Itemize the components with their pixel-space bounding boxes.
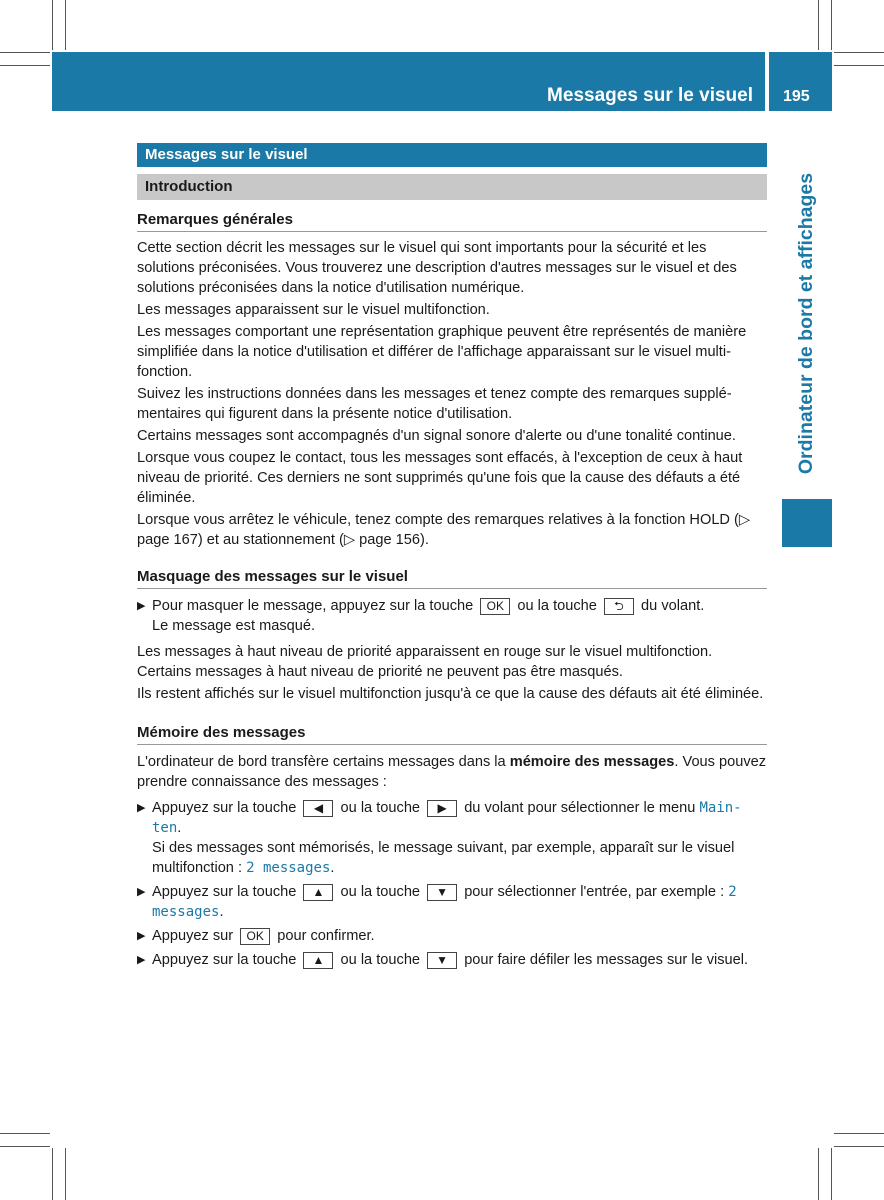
right-key-icon: ▶	[427, 800, 457, 817]
instruction-step: ▶ Appuyez sur OK pour confirmer.	[137, 928, 375, 944]
paragraph: Lorsque vous arrêtez le véhicule, tenez compte des remarques relatives à la fonction HOLD (▷ page 167) et au stationnement (▷ page 156).	[137, 512, 751, 548]
display-code: 2 messages	[246, 860, 331, 876]
section-title: Messages sur le visuel	[137, 143, 767, 167]
instruction-step: ▶ Appuyez sur la touche ▲ ou la touche ▼ pour faire défiler les messages sur le visuel.	[137, 952, 749, 968]
side-chapter-label: Ordinateur de bord et affichages	[795, 172, 818, 474]
section-subtitle: Introduction	[137, 174, 767, 200]
crop-mark	[0, 1146, 50, 1147]
paragraph: Les messages comportant une représentation graphique peuvent être représentés de manière simplifiée dans la notice d'utilisation et différer de l'affichage apparaissant sur le visuel multi-fonction.	[137, 324, 747, 380]
ok-key-icon: OK	[480, 598, 510, 615]
paragraph: L'ordinateur de bord transfère certains messages dans la mémoire des messages. Vous pouvez prendre connaissance des messages :	[137, 754, 767, 790]
crop-mark	[52, 1148, 53, 1200]
crop-mark	[65, 1148, 66, 1200]
header-bar	[52, 52, 765, 111]
paragraph: Les messages à haut niveau de priorité apparaissent en rouge sur le visuel multifonction. Certains messages à haut niveau de priorité ne peuvent pas être masqués.	[137, 644, 713, 680]
crop-mark	[834, 65, 884, 66]
paragraph: Ils restent affichés sur le visuel multifonction jusqu'à ce que la cause des défauts ait été éliminée.	[137, 686, 764, 702]
up-key-icon: ▲	[303, 952, 333, 969]
bullet-arrow-icon: ▶	[137, 954, 146, 966]
heading-masquage: Masquage des messages sur le visuel	[137, 568, 767, 589]
crop-mark	[0, 1133, 50, 1134]
crop-mark	[818, 1148, 819, 1200]
paragraph: Certains messages sont accompagnés d'un signal sonore d'alerte ou d'une tonalité continue.	[137, 428, 736, 444]
menu-code: Main-ten	[152, 800, 742, 836]
bullet-arrow-icon: ▶	[137, 886, 146, 898]
paragraph: Les messages apparaissent sur le visuel multifonction.	[137, 302, 490, 318]
heading-memoire: Mémoire des messages	[137, 724, 767, 745]
instruction-step: ▶ Pour masquer le message, appuyez sur la touche OK ou la touche ⮌ du volant. Le message est masqué.	[137, 598, 705, 634]
down-key-icon: ▼	[427, 952, 457, 969]
crop-mark	[0, 52, 50, 53]
crop-mark	[831, 1148, 832, 1200]
paragraph: Suivez les instructions données dans les messages et tenez compte des remarques supplé-mentaires qui figurent dans la présente notice d'utilisation.	[137, 386, 732, 422]
bullet-arrow-icon: ▶	[137, 600, 146, 612]
crop-mark	[834, 52, 884, 53]
side-chapter-tab	[782, 150, 832, 496]
up-key-icon: ▲	[303, 884, 333, 901]
crop-mark	[834, 1133, 884, 1134]
page-content	[137, 143, 767, 970]
back-key-icon: ⮌	[604, 598, 634, 615]
crop-mark	[834, 1146, 884, 1147]
down-key-icon: ▼	[427, 884, 457, 901]
step-result: Si des messages sont mémorisés, le message suivant, par exemple, apparaît sur le visuel multifonction :	[152, 840, 735, 876]
page-number: 195	[769, 52, 832, 111]
crop-mark	[0, 65, 50, 66]
header-title: Messages sur le visuel	[547, 85, 753, 106]
heading-remarques: Remarques générales	[137, 211, 767, 232]
crop-mark	[65, 0, 66, 50]
paragraph: Cette section décrit les messages sur le visuel qui sont importants pour la sécurité et les solutions préconisées. Vous trouverez une description d'autres messages sur le visuel et des solutions préconisées dans la notice d'utilisation numérique.	[137, 240, 737, 296]
ok-key-icon: OK	[240, 928, 270, 945]
crop-mark	[831, 0, 832, 50]
display-code: 2 messages	[152, 884, 737, 920]
bullet-arrow-icon: ▶	[137, 802, 146, 814]
paragraph: Lorsque vous coupez le contact, tous les messages sont effacés, à l'exception de ceux à haut niveau de priorité. Ces derniers ne sont supprimés qu'une fois que la cause des défauts a été éliminée.	[137, 450, 743, 506]
crop-mark	[818, 0, 819, 50]
step-result: Le message est masqué.	[152, 618, 316, 634]
instruction-step: ▶ Appuyez sur la touche ▲ ou la touche ▼ pour sélectionner l'entrée, par exemple : 2 messages.	[137, 884, 737, 920]
side-chapter-marker	[782, 499, 832, 547]
instruction-step: ▶ Appuyez sur la touche ◀ ou la touche ▶ du volant pour sélectionner le menu Main-ten. Si des messages sont mémorisés, le message suivant, par exemple, apparaît sur le visuel multifonction : 2 messages.	[137, 800, 742, 876]
left-key-icon: ◀	[303, 800, 333, 817]
bullet-arrow-icon: ▶	[137, 930, 146, 942]
crop-mark	[52, 0, 53, 50]
